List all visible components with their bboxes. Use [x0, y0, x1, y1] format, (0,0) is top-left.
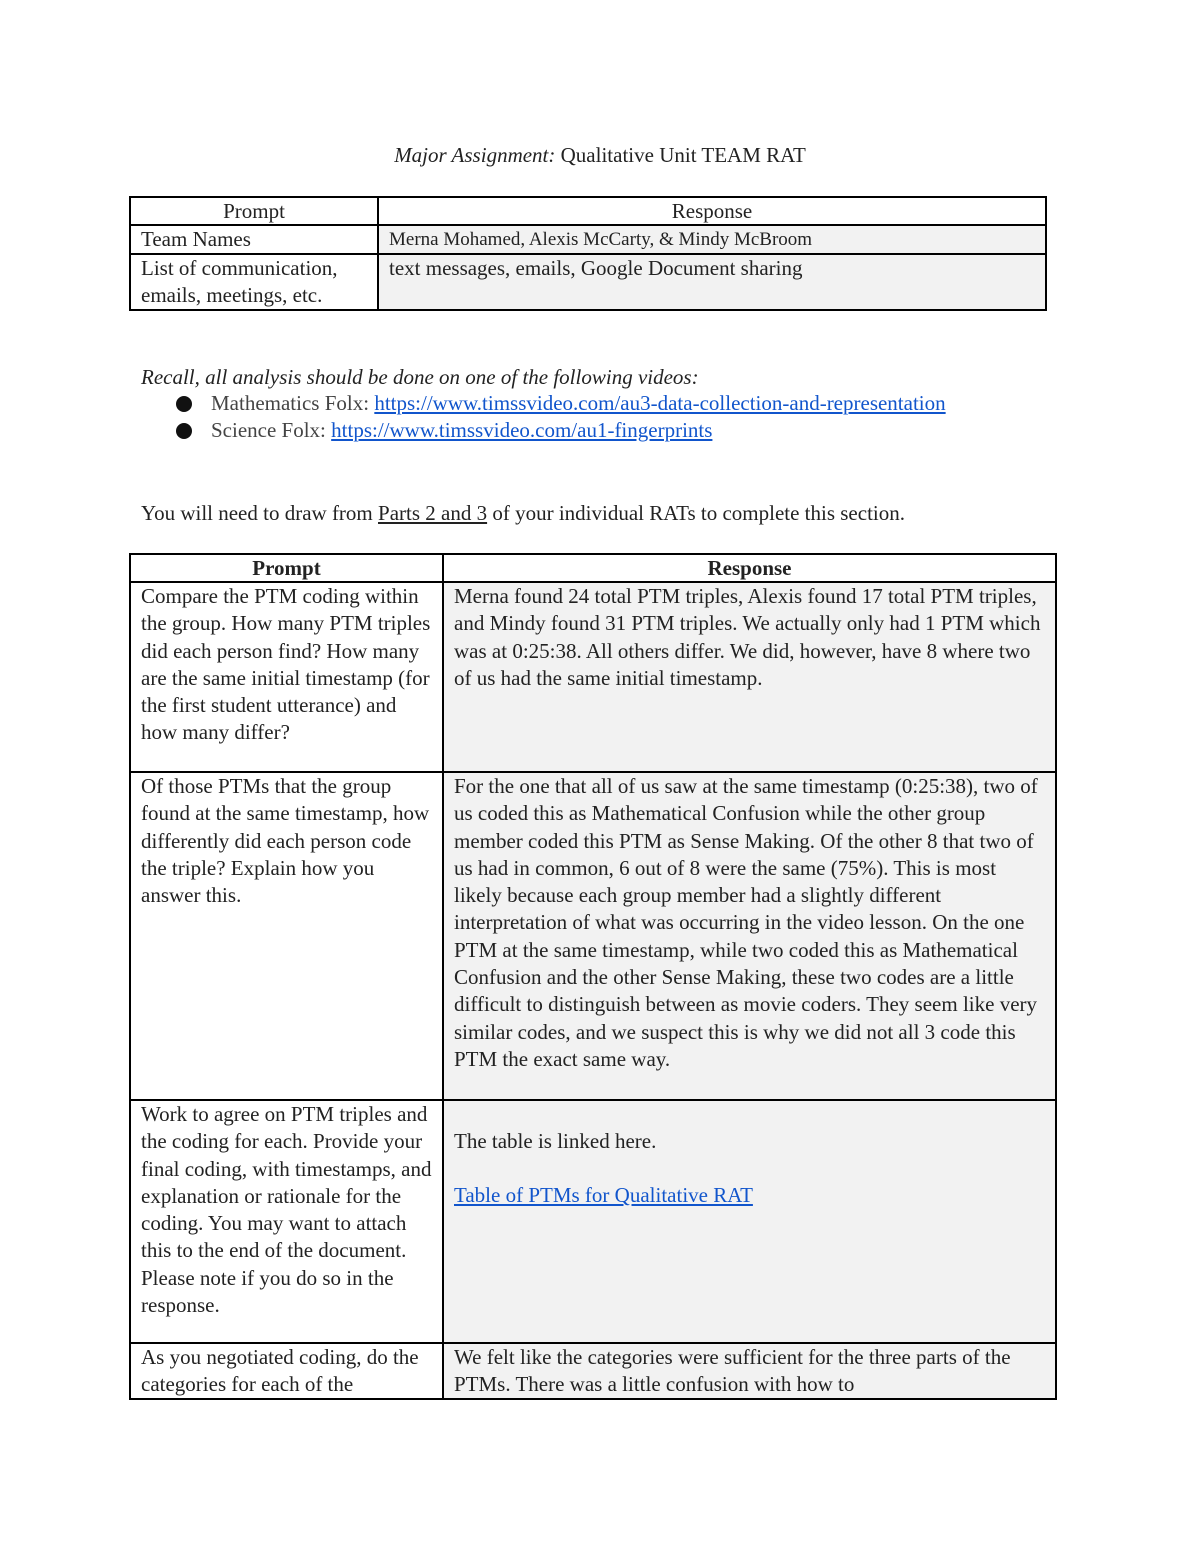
table-row: [130, 254, 1046, 310]
row-prompt: List of communication, emails, meetings, etc.: [130, 254, 378, 310]
team-names-value: Merna Mohamed, Alexis McCarty, & Mindy McBroom: [378, 225, 1046, 254]
row-response: [443, 1100, 1056, 1343]
row-response: We felt like the categories were sufficient for the three parts of the PTMs. There was a little confusion with how to: [443, 1343, 1056, 1399]
header-prompt: Prompt: [130, 197, 378, 225]
list-item: [176, 417, 946, 444]
row-prompt: Work to agree on PTM triples and the coding for each. Provide your final coding, with timestamps, and explanation or rationale for the coding. You may want to attach this to the end of the document. Please note if you do so in the response.: [130, 1100, 443, 1343]
response-text: The table is linked here.: [454, 1129, 657, 1153]
bullet-icon: [176, 423, 192, 439]
header-response: Response: [443, 554, 1056, 582]
row-response: Merna found 24 total PTM triples, Alexis found 17 total PTM triples, and Mindy found 31 PTM triples. We actually only had 1 PTM which was at 0:25:38. All others differ. We did, however, have 8 where two of us had the same initial timestamp.: [443, 582, 1056, 772]
row-prompt: As you negotiated coding, do the categories for each of the: [130, 1343, 443, 1399]
math-video-link[interactable]: https://www.timssvideo.com/au3-data-collection-and-representation: [374, 391, 946, 415]
ptm-table-link[interactable]: Table of PTMs for Qualitative RAT: [454, 1183, 753, 1208]
video-label: Mathematics Folx:: [211, 391, 375, 415]
header-prompt: Prompt: [130, 554, 443, 582]
list-item: [176, 390, 946, 417]
page-title: [0, 140, 1200, 170]
recall-note: Recall, all analysis should be done on one of the following videos:: [141, 365, 699, 389]
table-row: [130, 772, 1056, 1100]
title-italic: Major Assignment:: [394, 143, 556, 167]
row-prompt: Compare the PTM coding within the group. How many PTM triples did each person find? How many are the same initial timestamp (for the first student utterance) and how many differ?: [130, 582, 443, 772]
parts-underline: Parts 2 and 3: [378, 501, 488, 525]
video-list: [176, 390, 946, 444]
table-header-row: [130, 554, 1056, 582]
analysis-table: [129, 553, 1057, 1400]
table-row: [130, 225, 1046, 254]
row-prompt: Team Names: [130, 225, 378, 254]
table-row: [130, 1343, 1056, 1399]
video-label: Science Folx:: [211, 418, 332, 442]
header-response: Response: [378, 197, 1046, 225]
title-rest: Qualitative Unit TEAM RAT: [555, 143, 806, 167]
table-header-row: [130, 197, 1046, 225]
team-info-table: [129, 196, 1047, 311]
table-row: [130, 582, 1056, 772]
bullet-icon: [176, 396, 192, 412]
table-row: [130, 1100, 1056, 1343]
row-prompt: Of those PTMs that the group found at the same timestamp, how differently did each person code the triple? Explain how you answer this.: [130, 772, 443, 1100]
instruction-text: You will need to draw from Parts 2 and 3 of your individual RATs to complete this section.: [141, 501, 905, 525]
science-video-link[interactable]: https://www.timssvideo.com/au1-fingerprints: [331, 418, 713, 442]
communication-value: text messages, emails, Google Document sharing: [378, 254, 1046, 310]
row-response: For the one that all of us saw at the same timestamp (0:25:38), two of us coded this as Mathematical Confusion while the other group member coded this PTM as Sense Making. Of the other 8 that two of us had in common, 6 out of 8 were the same (75%). This is most likely because each group member had a slightly different interpretation of what was occurring in the video lesson. On the one PTM at the same timestamp, while two coded this as Mathematical Confusion and the other Sense Making, these two codes are a little difficult to distinguish between as movie coders. They seem like very similar codes, and we suspect this is why we did not all 3 code this PTM the exact same way.: [443, 772, 1056, 1100]
